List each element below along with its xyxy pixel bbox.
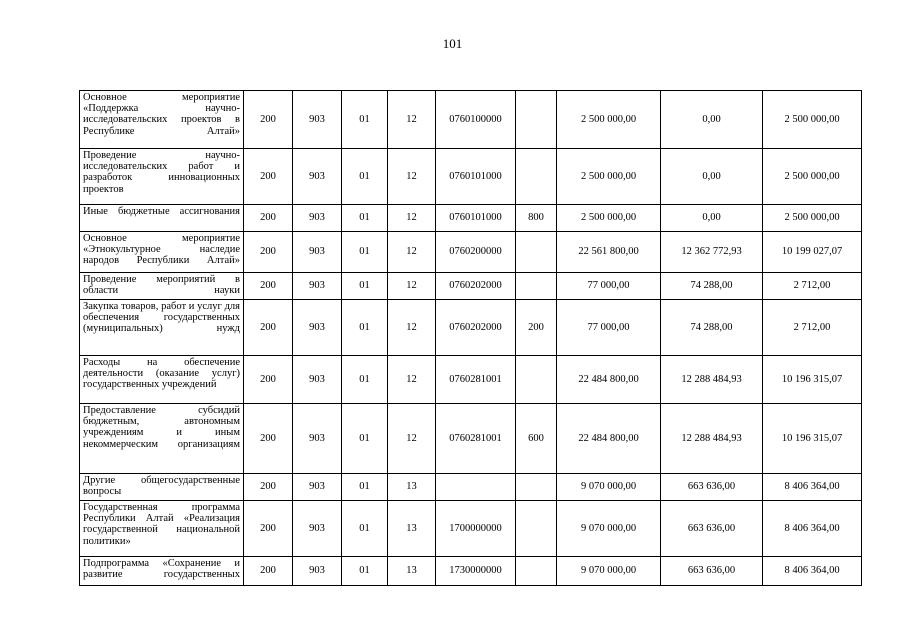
cell-c4: 12 <box>388 273 436 300</box>
cell-v1: 22 484 800,00 <box>557 404 661 474</box>
row-name: Расходы на обеспечение деятельности (оказание услуг) государственных учреждений <box>80 356 244 404</box>
cell-c3: 01 <box>342 557 388 586</box>
cell-c5: 1730000000 <box>436 557 516 586</box>
cell-c5: 0760200000 <box>436 232 516 273</box>
cell-c2: 903 <box>293 273 342 300</box>
cell-v2: 12 362 772,93 <box>661 232 763 273</box>
cell-c6 <box>516 501 557 557</box>
cell-v3: 2 500 000,00 <box>763 205 862 232</box>
cell-c6 <box>516 474 557 501</box>
table-row <box>80 404 862 474</box>
cell-c2: 903 <box>293 474 342 501</box>
cell-v3: 8 406 364,00 <box>763 557 862 586</box>
cell-c6 <box>516 91 557 149</box>
cell-c6: 200 <box>516 300 557 356</box>
cell-c4: 12 <box>388 300 436 356</box>
cell-c4: 13 <box>388 474 436 501</box>
cell-c2: 903 <box>293 557 342 586</box>
cell-c4: 12 <box>388 404 436 474</box>
cell-c2: 903 <box>293 149 342 205</box>
cell-c3: 01 <box>342 91 388 149</box>
cell-c4: 13 <box>388 557 436 586</box>
cell-c3: 01 <box>342 149 388 205</box>
cell-c2: 903 <box>293 205 342 232</box>
table-row <box>80 91 862 149</box>
cell-v1: 9 070 000,00 <box>557 557 661 586</box>
cell-v2: 74 288,00 <box>661 300 763 356</box>
cell-c1: 200 <box>244 501 293 557</box>
cell-c3: 01 <box>342 205 388 232</box>
cell-v3: 2 500 000,00 <box>763 149 862 205</box>
cell-v1: 22 561 800,00 <box>557 232 661 273</box>
cell-v3: 10 196 315,07 <box>763 404 862 474</box>
cell-v1: 9 070 000,00 <box>557 501 661 557</box>
cell-c5: 1700000000 <box>436 501 516 557</box>
cell-v1: 2 500 000,00 <box>557 205 661 232</box>
row-name: Другие общегосударственные вопросы <box>80 474 244 501</box>
cell-v1: 77 000,00 <box>557 300 661 356</box>
cell-c5: 0760100000 <box>436 91 516 149</box>
row-name: Закупка товаров, работ и услуг для обеспечения государственных (муниципальных) нужд <box>80 300 244 356</box>
cell-c6 <box>516 557 557 586</box>
cell-c4: 12 <box>388 205 436 232</box>
cell-c3: 01 <box>342 232 388 273</box>
cell-c1: 200 <box>244 232 293 273</box>
cell-c6 <box>516 149 557 205</box>
cell-c2: 903 <box>293 300 342 356</box>
cell-c5: 0760281001 <box>436 356 516 404</box>
cell-v3: 8 406 364,00 <box>763 474 862 501</box>
cell-v3: 8 406 364,00 <box>763 501 862 557</box>
row-name: Проведение научно-исследовательских работ и разработок инновационных проектов <box>80 149 244 205</box>
cell-v2: 74 288,00 <box>661 273 763 300</box>
budget-table <box>79 90 862 586</box>
cell-c3: 01 <box>342 404 388 474</box>
cell-c3: 01 <box>342 474 388 501</box>
cell-v2: 0,00 <box>661 149 763 205</box>
cell-c1: 200 <box>244 205 293 232</box>
cell-v3: 2 712,00 <box>763 273 862 300</box>
cell-c5: 0760101000 <box>436 205 516 232</box>
cell-c5: 0760101000 <box>436 149 516 205</box>
cell-v2: 663 636,00 <box>661 557 763 586</box>
cell-c5: 0760202000 <box>436 300 516 356</box>
row-name: Иные бюджетные ассигнования <box>80 205 244 232</box>
cell-c2: 903 <box>293 501 342 557</box>
row-name: Проведение мероприятий в области науки <box>80 273 244 300</box>
row-name: Подпрограмма «Сохранение и развитие государственных <box>80 557 244 586</box>
cell-v3: 10 196 315,07 <box>763 356 862 404</box>
cell-c2: 903 <box>293 91 342 149</box>
cell-c6 <box>516 273 557 300</box>
cell-c2: 903 <box>293 232 342 273</box>
table-row <box>80 356 862 404</box>
cell-v3: 2 500 000,00 <box>763 91 862 149</box>
cell-c4: 12 <box>388 149 436 205</box>
cell-c6: 800 <box>516 205 557 232</box>
cell-c6 <box>516 356 557 404</box>
cell-c6: 600 <box>516 404 557 474</box>
cell-v3: 2 712,00 <box>763 300 862 356</box>
cell-c4: 12 <box>388 91 436 149</box>
row-name: Основное мероприятие «Этнокультурное наследие народов Республики Алтай» <box>80 232 244 273</box>
cell-c1: 200 <box>244 91 293 149</box>
cell-v2: 663 636,00 <box>661 501 763 557</box>
cell-c1: 200 <box>244 557 293 586</box>
cell-v1: 2 500 000,00 <box>557 91 661 149</box>
cell-c3: 01 <box>342 501 388 557</box>
cell-c1: 200 <box>244 404 293 474</box>
cell-c6 <box>516 232 557 273</box>
cell-v3: 10 199 027,07 <box>763 232 862 273</box>
cell-v2: 12 288 484,93 <box>661 356 763 404</box>
cell-c5: 0760202000 <box>436 273 516 300</box>
table-row <box>80 232 862 273</box>
cell-v1: 22 484 800,00 <box>557 356 661 404</box>
cell-c2: 903 <box>293 356 342 404</box>
cell-v2: 663 636,00 <box>661 474 763 501</box>
cell-c4: 12 <box>388 356 436 404</box>
cell-v2: 0,00 <box>661 205 763 232</box>
table-row <box>80 205 862 232</box>
cell-v2: 12 288 484,93 <box>661 404 763 474</box>
page-number: 101 <box>442 36 463 51</box>
cell-c4: 13 <box>388 501 436 557</box>
cell-c1: 200 <box>244 300 293 356</box>
row-name: Предоставление субсидий бюджетным, автономным учреждениям и иным некоммерческим организациям <box>80 404 244 474</box>
cell-c4: 12 <box>388 232 436 273</box>
row-name: Государственная программа Республики Алтай «Реализация государственной национальной политики» <box>80 501 244 557</box>
cell-c1: 200 <box>244 273 293 300</box>
table-row <box>80 557 862 586</box>
table-row <box>80 501 862 557</box>
cell-c1: 200 <box>244 149 293 205</box>
table-row <box>80 149 862 205</box>
cell-v1: 2 500 000,00 <box>557 149 661 205</box>
cell-c5: 0760281001 <box>436 404 516 474</box>
table-row <box>80 300 862 356</box>
cell-v2: 0,00 <box>661 91 763 149</box>
table-row <box>80 474 862 501</box>
cell-v1: 9 070 000,00 <box>557 474 661 501</box>
cell-c3: 01 <box>342 356 388 404</box>
cell-v1: 77 000,00 <box>557 273 661 300</box>
cell-c1: 200 <box>244 474 293 501</box>
cell-c5 <box>436 474 516 501</box>
cell-c1: 200 <box>244 356 293 404</box>
table-row <box>80 273 862 300</box>
cell-c3: 01 <box>342 300 388 356</box>
cell-c3: 01 <box>342 273 388 300</box>
row-name: Основное мероприятие «Поддержка научно-исследовательских проектов в Республике Алтай» <box>80 91 244 149</box>
cell-c2: 903 <box>293 404 342 474</box>
